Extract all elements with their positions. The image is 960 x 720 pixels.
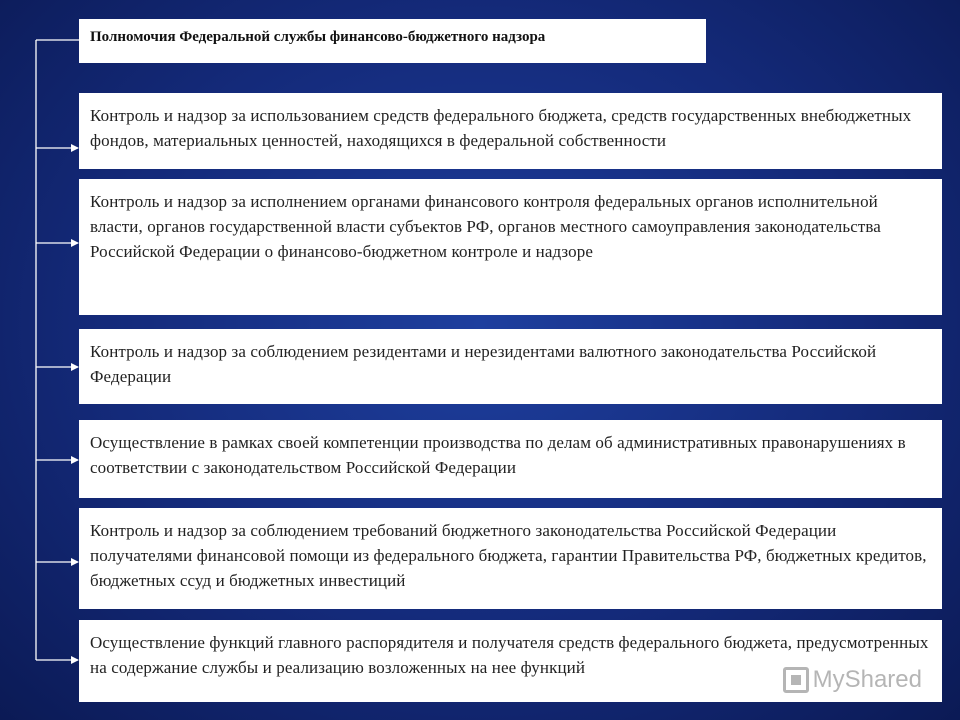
presentation-icon [783, 667, 809, 693]
authority-item-1: Контроль и надзор за использованием средств федерального бюджета, средств государственных внебюджетных фондов, материальных ценностей, находящихся в федеральной собственности [79, 93, 942, 169]
watermark-text: MyShared [812, 666, 922, 693]
authority-item-5: Контроль и надзор за соблюдением требований бюджетного законодательства Российской Федерации получателями финансовой помощи из федерального бюджета, гарантии Правительства РФ, бюджетных кредитов, бюджетных ссуд и бюджетных инвестиций [79, 508, 942, 609]
authority-item-2: Контроль и надзор за исполнением органами финансового контроля федеральных органов исполнительной власти, органов государственной власти субъектов РФ, органов местного самоуправления законодательства Российской Федерации о финансово-бюджетном контроле и надзоре [79, 179, 942, 315]
authority-item-3: Контроль и надзор за соблюдением резидентами и нерезидентами валютного законодательства Российской Федерации [79, 329, 942, 404]
watermark [783, 666, 922, 694]
authority-item-4: Осуществление в рамках своей компетенции производства по делам об административных правонарушениях в соответствии с законодательством Российской Федерации [79, 420, 942, 498]
diagram-title: Полномочия Федеральной службы финансово-бюджетного надзора [79, 19, 706, 63]
authority-item-6: Осуществление функций главного распорядителя и получателя средств федерального бюджета, предусмотренных на содержание службы и реализацию возложенных на нее функций [79, 620, 942, 702]
